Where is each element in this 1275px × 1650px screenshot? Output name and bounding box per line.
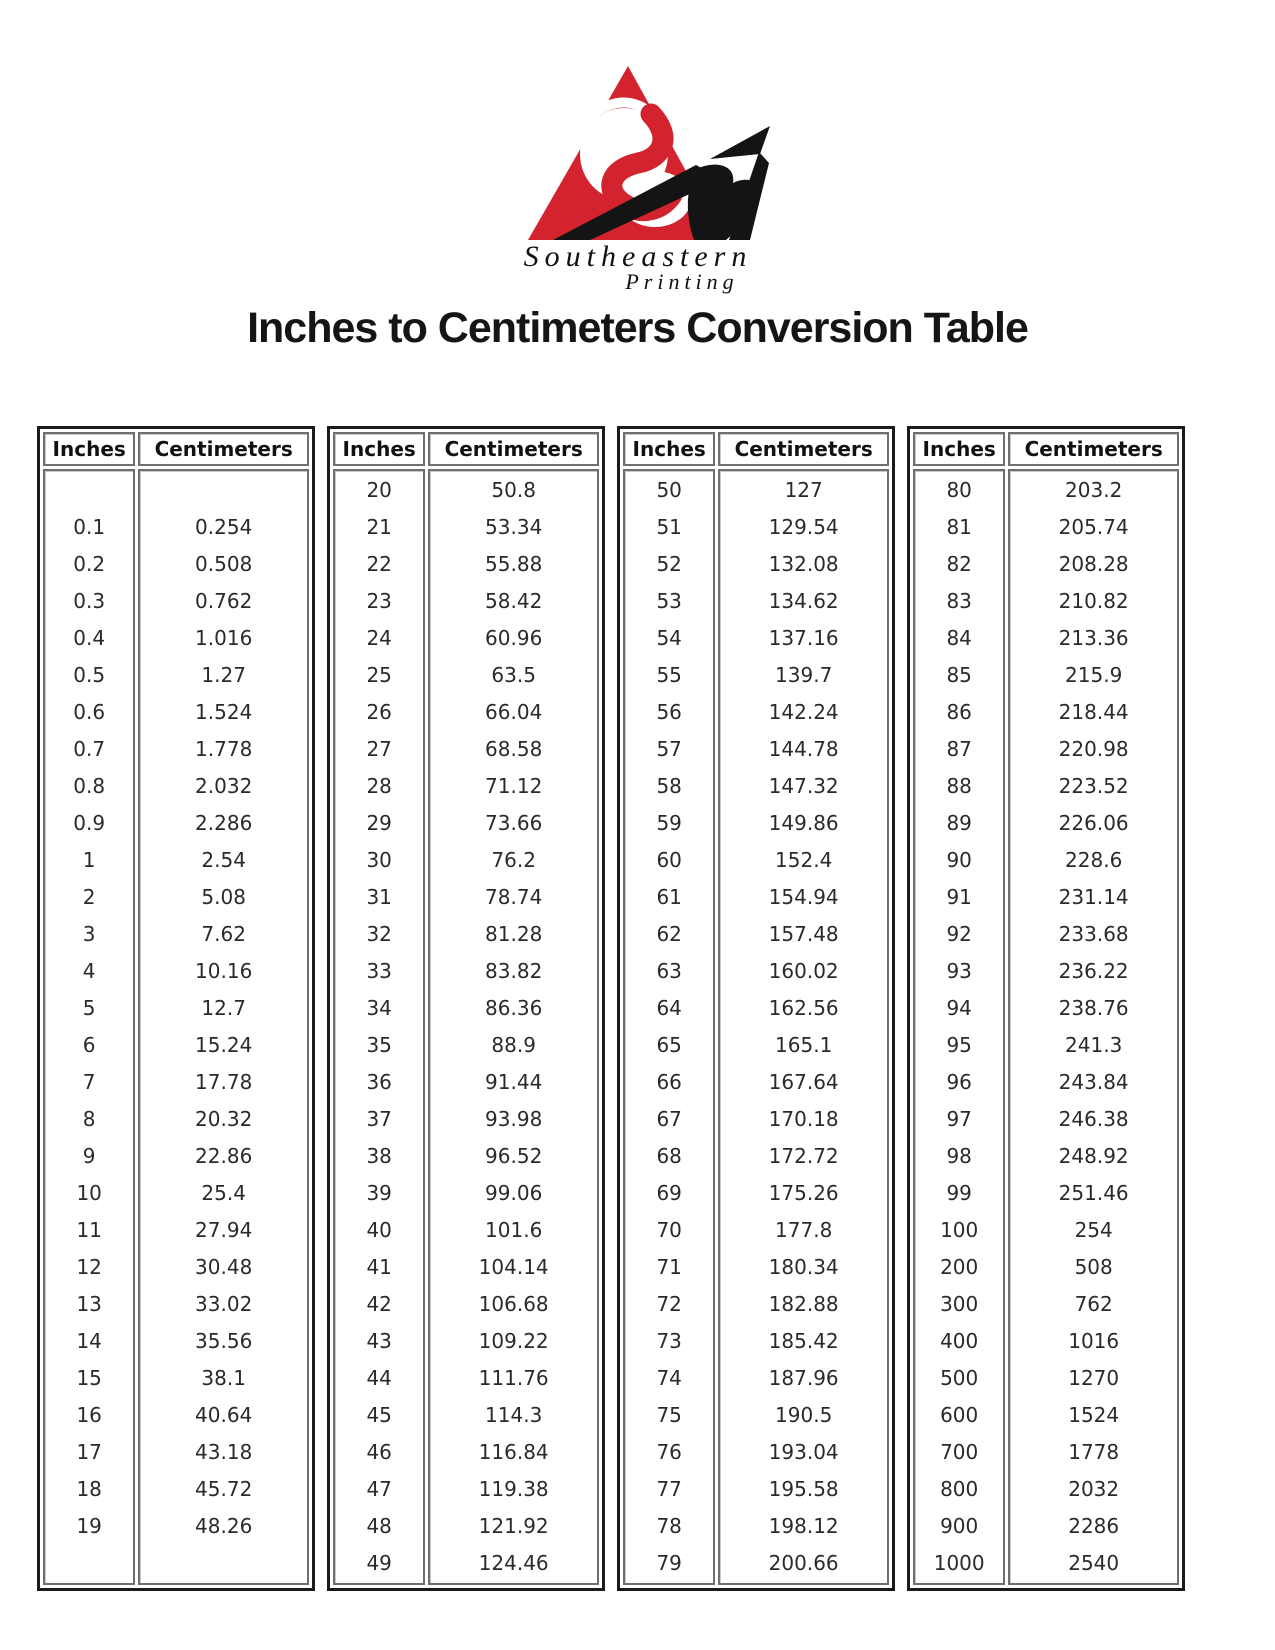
centimeters-value: 119.38: [478, 1477, 549, 1501]
inches-column: [913, 469, 1005, 1585]
inches-value: 37: [366, 1107, 392, 1131]
centimeters-value: 162.56: [768, 996, 839, 1020]
inches-value: 57: [656, 737, 682, 761]
centimeters-value: 1778: [1068, 1440, 1120, 1464]
centimeters-value: 104.14: [478, 1255, 549, 1279]
inches-value: 60: [656, 848, 682, 872]
inches-value: 0.6: [73, 700, 106, 724]
centimeters-value: 33.02: [195, 1292, 253, 1316]
centimeters-value: 96.52: [485, 1144, 543, 1168]
centimeters-value: 10.16: [195, 959, 253, 983]
centimeters-value: 5.08: [201, 885, 246, 909]
centimeters-value: 78.74: [485, 885, 543, 909]
centimeters-value: 121.92: [478, 1514, 549, 1538]
centimeters-value: 198.12: [768, 1514, 839, 1538]
centimeters-value: 124.46: [478, 1551, 549, 1575]
centimeters-value: 215.9: [1065, 663, 1123, 687]
centimeters-value: 175.26: [768, 1181, 839, 1205]
centimeters-value: 233.68: [1058, 922, 1129, 946]
conversion-table: [907, 426, 1185, 1591]
conversion-table: [617, 426, 895, 1591]
inches-value: 94: [946, 996, 972, 1020]
centimeters-header: Centimeters: [718, 432, 889, 466]
inches-value: 51: [656, 515, 682, 539]
centimeters-value: 0.508: [195, 552, 253, 576]
centimeters-value: 160.02: [768, 959, 839, 983]
centimeters-value: 127: [784, 478, 823, 502]
centimeters-value: 190.5: [775, 1403, 833, 1427]
inches-value: 8: [82, 1107, 96, 1131]
inches-value: 86: [946, 700, 972, 724]
centimeters-value: 149.86: [768, 811, 839, 835]
centimeters-value: 30.48: [195, 1255, 253, 1279]
inches-value: 44: [366, 1366, 392, 1390]
company-logo: [0, 0, 1275, 294]
centimeters-value: 106.68: [478, 1292, 549, 1316]
inches-value: 69: [656, 1181, 682, 1205]
inches-value: 18: [76, 1477, 102, 1501]
inches-value: 35: [366, 1033, 392, 1057]
centimeters-value: 71.12: [485, 774, 543, 798]
inches-value: 12: [76, 1255, 102, 1279]
inches-value: 0.7: [73, 737, 106, 761]
inches-value: 3: [82, 922, 96, 946]
inches-value: 59: [656, 811, 682, 835]
centimeters-value: 1.27: [201, 663, 246, 687]
centimeters-value: 111.76: [478, 1366, 549, 1390]
inches-value: 75: [656, 1403, 682, 1427]
centimeters-value: 2286: [1068, 1514, 1120, 1538]
centimeters-value: 58.42: [485, 589, 543, 613]
inches-header: Inches: [913, 432, 1005, 466]
centimeters-value: 20.32: [195, 1107, 253, 1131]
centimeters-value: 43.18: [195, 1440, 253, 1464]
inches-value: 100: [940, 1218, 979, 1242]
inches-value: 74: [656, 1366, 682, 1390]
centimeters-value: 157.48: [768, 922, 839, 946]
centimeters-value: 180.34: [768, 1255, 839, 1279]
inches-value: 13: [76, 1292, 102, 1316]
inches-value: 80: [946, 478, 972, 502]
centimeters-value: 177.8: [775, 1218, 833, 1242]
centimeters-value: 254: [1074, 1218, 1113, 1242]
centimeters-column: [1008, 469, 1179, 1585]
inches-column: [43, 469, 135, 1585]
inches-value: 24: [366, 626, 392, 650]
centimeters-value: 101.6: [485, 1218, 543, 1242]
centimeters-value: 116.84: [478, 1440, 549, 1464]
inches-value: 21: [366, 515, 392, 539]
centimeters-value: 172.72: [768, 1144, 839, 1168]
inches-value: 6: [82, 1033, 96, 1057]
inches-value: 28: [366, 774, 392, 798]
centimeters-value: 86.36: [485, 996, 543, 1020]
inches-value: 4: [82, 959, 96, 983]
inches-value: 14: [76, 1329, 102, 1353]
centimeters-value: 213.36: [1058, 626, 1129, 650]
inches-value: 62: [656, 922, 682, 946]
centimeters-value: 154.94: [768, 885, 839, 909]
inches-value: 7: [82, 1070, 96, 1094]
inches-value: 76: [656, 1440, 682, 1464]
inches-value: 0.2: [73, 552, 106, 576]
inches-value: 1000: [933, 1551, 985, 1575]
inches-value: 49: [366, 1551, 392, 1575]
centimeters-value: 139.7: [775, 663, 833, 687]
centimeters-column: [138, 469, 309, 1585]
logo-company-subtitle: Printing: [624, 269, 739, 294]
inches-value: 87: [946, 737, 972, 761]
inches-header: Inches: [333, 432, 425, 466]
centimeters-value: 63.5: [491, 663, 536, 687]
centimeters-value: 0.254: [195, 515, 253, 539]
centimeters-value: 1016: [1068, 1329, 1120, 1353]
centimeters-value: 218.44: [1058, 700, 1129, 724]
centimeters-value: 132.08: [768, 552, 839, 576]
inches-value: 73: [656, 1329, 682, 1353]
centimeters-value: 1270: [1068, 1366, 1120, 1390]
centimeters-value: 40.64: [195, 1403, 253, 1427]
centimeters-value: 88.9: [491, 1033, 536, 1057]
centimeters-value: 66.04: [485, 700, 543, 724]
centimeters-value: 170.18: [768, 1107, 839, 1131]
inches-value: 88: [946, 774, 972, 798]
inches-value: 54: [656, 626, 682, 650]
centimeters-value: 226.06: [1058, 811, 1129, 835]
centimeters-value: 76.2: [491, 848, 536, 872]
centimeters-value: 1.016: [195, 626, 253, 650]
centimeters-value: 182.88: [768, 1292, 839, 1316]
inches-value: 85: [946, 663, 972, 687]
inches-value: 39: [366, 1181, 392, 1205]
inches-value: 78: [656, 1514, 682, 1538]
inches-column: [333, 469, 425, 1585]
inches-value: 91: [946, 885, 972, 909]
inches-value: 23: [366, 589, 392, 613]
inches-value: 68: [656, 1144, 682, 1168]
centimeters-value: 17.78: [195, 1070, 253, 1094]
inches-value: 41: [366, 1255, 392, 1279]
centimeters-value: 236.22: [1058, 959, 1129, 983]
centimeters-value: 165.1: [775, 1033, 833, 1057]
tables-row: [37, 426, 1185, 1591]
centimeters-value: 45.72: [195, 1477, 253, 1501]
inches-value: 200: [940, 1255, 979, 1279]
inches-value: 61: [656, 885, 682, 909]
inches-value: 58: [656, 774, 682, 798]
inches-value: 38: [366, 1144, 392, 1168]
centimeters-value: 137.16: [768, 626, 839, 650]
inches-value: 16: [76, 1403, 102, 1427]
page-title: Inches to Centimeters Conversion Table: [247, 304, 1028, 352]
centimeters-value: 27.94: [195, 1218, 253, 1242]
inches-value: 0.3: [73, 589, 106, 613]
centimeters-value: 203.2: [1065, 478, 1123, 502]
inches-value: 77: [656, 1477, 682, 1501]
inches-value: 42: [366, 1292, 392, 1316]
inches-column: [623, 469, 715, 1585]
inches-value: 83: [946, 589, 972, 613]
inches-value: 34: [366, 996, 392, 1020]
inches-value: 96: [946, 1070, 972, 1094]
inches-value: 66: [656, 1070, 682, 1094]
centimeters-value: 109.22: [478, 1329, 549, 1353]
inches-value: 30: [366, 848, 392, 872]
centimeters-value: 68.58: [485, 737, 543, 761]
centimeters-value: 246.38: [1058, 1107, 1129, 1131]
centimeters-value: 200.66: [768, 1551, 839, 1575]
inches-value: 56: [656, 700, 682, 724]
inches-value: 19: [76, 1514, 102, 1538]
centimeters-value: 1524: [1068, 1403, 1120, 1427]
centimeters-value: 38.1: [201, 1366, 246, 1390]
inches-value: 900: [940, 1514, 979, 1538]
inches-value: 65: [656, 1033, 682, 1057]
centimeters-value: 73.66: [485, 811, 543, 835]
inches-value: 72: [656, 1292, 682, 1316]
centimeters-value: 50.8: [491, 478, 536, 502]
inches-value: 89: [946, 811, 972, 835]
inches-value: 47: [366, 1477, 392, 1501]
inches-value: 27: [366, 737, 392, 761]
centimeters-value: 228.6: [1065, 848, 1123, 872]
inches-value: 43: [366, 1329, 392, 1353]
centimeters-value: 15.24: [195, 1033, 253, 1057]
inches-value: 5: [82, 996, 96, 1020]
centimeters-value: 53.34: [485, 515, 543, 539]
centimeters-value: 55.88: [485, 552, 543, 576]
inches-value: 81: [946, 515, 972, 539]
centimeters-value: 205.74: [1058, 515, 1129, 539]
inches-value: 0.9: [73, 811, 106, 835]
inches-value: 500: [940, 1366, 979, 1390]
centimeters-value: 152.4: [775, 848, 833, 872]
inches-value: 1: [82, 848, 96, 872]
centimeters-value: 241.3: [1065, 1033, 1123, 1057]
inches-value: 32: [366, 922, 392, 946]
inches-value: 99: [946, 1181, 972, 1205]
centimeters-value: 12.7: [201, 996, 246, 1020]
inches-value: 98: [946, 1144, 972, 1168]
centimeters-value: 1.524: [195, 700, 253, 724]
centimeters-value: 231.14: [1058, 885, 1129, 909]
centimeters-value: 129.54: [768, 515, 839, 539]
centimeters-value: 195.58: [768, 1477, 839, 1501]
inches-value: 300: [940, 1292, 979, 1316]
centimeters-value: 83.82: [485, 959, 543, 983]
inches-value: 600: [940, 1403, 979, 1427]
inches-value: 93: [946, 959, 972, 983]
inches-value: 40: [366, 1218, 392, 1242]
centimeters-value: 2.286: [195, 811, 253, 835]
inches-value: 9: [82, 1144, 96, 1168]
inches-value: 79: [656, 1551, 682, 1575]
centimeters-value: 248.92: [1058, 1144, 1129, 1168]
centimeters-value: 243.84: [1058, 1070, 1129, 1094]
centimeters-value: 7.62: [201, 922, 246, 946]
centimeters-value: 210.82: [1058, 589, 1129, 613]
inches-value: 95: [946, 1033, 972, 1057]
centimeters-value: 2540: [1068, 1551, 1120, 1575]
inches-value: 25: [366, 663, 392, 687]
centimeters-value: 508: [1074, 1255, 1113, 1279]
centimeters-header: Centimeters: [138, 432, 309, 466]
inches-value: 0.5: [73, 663, 106, 687]
inches-value: 90: [946, 848, 972, 872]
inches-value: 800: [940, 1477, 979, 1501]
centimeters-header: Centimeters: [428, 432, 599, 466]
inches-value: 48: [366, 1514, 392, 1538]
inches-value: 26: [366, 700, 392, 724]
inches-value: 11: [76, 1218, 102, 1242]
centimeters-value: 223.52: [1058, 774, 1129, 798]
inches-value: 52: [656, 552, 682, 576]
centimeters-value: 22.86: [195, 1144, 253, 1168]
inches-value: 2: [82, 885, 96, 909]
inches-value: 92: [946, 922, 972, 946]
inches-value: 20: [366, 478, 392, 502]
inches-value: 63: [656, 959, 682, 983]
centimeters-value: 35.56: [195, 1329, 253, 1353]
centimeters-value: 91.44: [485, 1070, 543, 1094]
inches-value: 31: [366, 885, 392, 909]
inches-value: 400: [940, 1329, 979, 1353]
centimeters-value: 60.96: [485, 626, 543, 650]
inches-value: 71: [656, 1255, 682, 1279]
centimeters-value: 0.762: [195, 589, 253, 613]
inches-value: 70: [656, 1218, 682, 1242]
centimeters-value: 25.4: [201, 1181, 246, 1205]
inches-value: 67: [656, 1107, 682, 1131]
centimeters-value: 99.06: [485, 1181, 543, 1205]
centimeters-value: 2.032: [195, 774, 253, 798]
conversion-table: [37, 426, 315, 1591]
centimeters-column: [428, 469, 599, 1585]
centimeters-value: 167.64: [768, 1070, 839, 1094]
centimeters-value: 185.42: [768, 1329, 839, 1353]
centimeters-value: 762: [1074, 1292, 1113, 1316]
centimeters-value: 147.32: [768, 774, 839, 798]
inches-value: 700: [940, 1440, 979, 1464]
inches-value: 36: [366, 1070, 392, 1094]
centimeters-value: 2032: [1068, 1477, 1120, 1501]
centimeters-value: 187.96: [768, 1366, 839, 1390]
centimeters-value: 2.54: [201, 848, 246, 872]
inches-value: 84: [946, 626, 972, 650]
centimeters-value: 48.26: [195, 1514, 253, 1538]
inches-value: 64: [656, 996, 682, 1020]
inches-value: 17: [76, 1440, 102, 1464]
inches-value: 45: [366, 1403, 392, 1427]
inches-value: 22: [366, 552, 392, 576]
inches-value: 10: [76, 1181, 102, 1205]
centimeters-value: 114.3: [485, 1403, 543, 1427]
southeastern-printing-logo-icon: [498, 62, 778, 294]
centimeters-column: [718, 469, 889, 1585]
conversion-table: [327, 426, 605, 1591]
logo-company-name: Southeastern: [523, 240, 752, 273]
centimeters-value: 134.62: [768, 589, 839, 613]
inches-value: 50: [656, 478, 682, 502]
centimeters-value: 144.78: [768, 737, 839, 761]
inches-value: 46: [366, 1440, 392, 1464]
inches-value: 0.1: [73, 515, 106, 539]
inches-value: 97: [946, 1107, 972, 1131]
inches-value: 53: [656, 589, 682, 613]
centimeters-value: 81.28: [485, 922, 543, 946]
inches-header: Inches: [43, 432, 135, 466]
centimeters-value: 238.76: [1058, 996, 1129, 1020]
inches-value: 33: [366, 959, 392, 983]
inches-value: 82: [946, 552, 972, 576]
inches-value: 15: [76, 1366, 102, 1390]
centimeters-value: 93.98: [485, 1107, 543, 1131]
centimeters-value: 251.46: [1058, 1181, 1129, 1205]
inches-value: 0.4: [73, 626, 106, 650]
inches-value: 29: [366, 811, 392, 835]
inches-value: 55: [656, 663, 682, 687]
centimeters-value: 142.24: [768, 700, 839, 724]
centimeters-value: 1.778: [195, 737, 253, 761]
centimeters-value: 208.28: [1058, 552, 1129, 576]
centimeters-value: 193.04: [768, 1440, 839, 1464]
centimeters-value: 220.98: [1058, 737, 1129, 761]
inches-value: 0.8: [73, 774, 106, 798]
centimeters-header: Centimeters: [1008, 432, 1179, 466]
inches-header: Inches: [623, 432, 715, 466]
